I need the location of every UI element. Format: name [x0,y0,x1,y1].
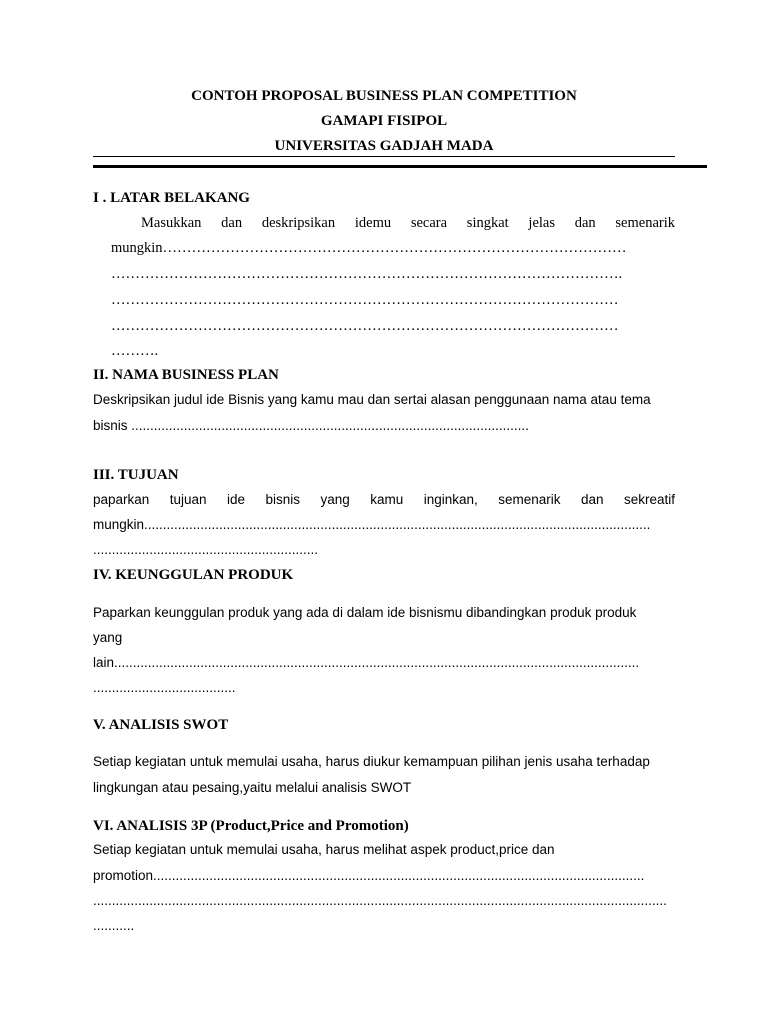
section-paragraph-line: lingkungan atau pesaing,yaitu melalui analisis SWOT [93,780,412,795]
dotted-fill-line: ……………………………………………………………………………………………. [111,266,623,282]
dotted-fill-line: …………………………………………………………………………………………… [111,292,619,308]
section-paragraph-line: bisnis .......................................................................................................... [93,418,529,433]
section-heading-keunggulan-produk: IV. KEUNGGULAN PRODUK [93,567,294,583]
section-heading-analisis-3p: VI. ANALISIS 3P (Product,Price and Promotion) [93,818,409,834]
section-paragraph-line: yang [93,630,123,645]
section-paragraph-line: mungkin…………………………………………………………………………………… [111,240,627,256]
dotted-fill-line: ............................................................ [93,542,319,557]
section-paragraph-line: Setiap kegiatan untuk memulai usaha, harus diukur kemampuan pilihan jenis usaha terhadap [93,754,650,769]
section-paragraph-line: lain............................................................................................................................................ [93,655,640,670]
section-paragraph-line: paparkan tujuan ide bisnis yang kamu inginkan, semenarik dan sekreatif [93,492,675,507]
university-name: UNIVERSITAS GADJAH MADA [274,138,494,154]
dotted-fill-line: ......................................................................................................................................................... [93,893,667,908]
dotted-fill-line: …………………………………………………………………………………………… [111,318,619,334]
section-paragraph-line: promotion................................................................................................................................... [93,868,645,883]
section-paragraph-line: Setiap kegiatan untuk memulai usaha, harus melihat aspek product,price dan [93,842,555,857]
dotted-fill-line: ………. [111,343,159,359]
section-heading-nama-business-plan: II. NAMA BUSINESS PLAN [93,367,279,383]
header-rule-thick [93,165,707,168]
organization-name: GAMAPI FISIPOL [320,113,448,129]
section-heading-latar-belakang: I . LATAR BELAKANG [93,190,250,206]
section-paragraph-line: Paparkan keunggulan produk yang ada di dalam ide bisnismu dibandingkan produk produk [93,605,637,620]
section-paragraph-line: Deskripsikan judul ide Bisnis yang kamu mau dan sertai alasan penggunaan nama atau tema [93,392,651,407]
header-rule-thin [93,156,675,157]
section-paragraph-line: mungkin....................................................................................................................................... [93,517,651,532]
section-heading-tujuan: III. TUJUAN [93,467,179,483]
dotted-fill-line: ...................................... [93,680,236,695]
document-title: CONTOH PROPOSAL BUSINESS PLAN COMPETITION [191,88,577,104]
section-paragraph-line: Masukkan dan deskripsikan idemu secara singkat jelas dan semenarik [141,215,675,231]
dotted-fill-line: ........... [93,918,135,933]
section-heading-analisis-swot: V. ANALISIS SWOT [93,717,229,733]
